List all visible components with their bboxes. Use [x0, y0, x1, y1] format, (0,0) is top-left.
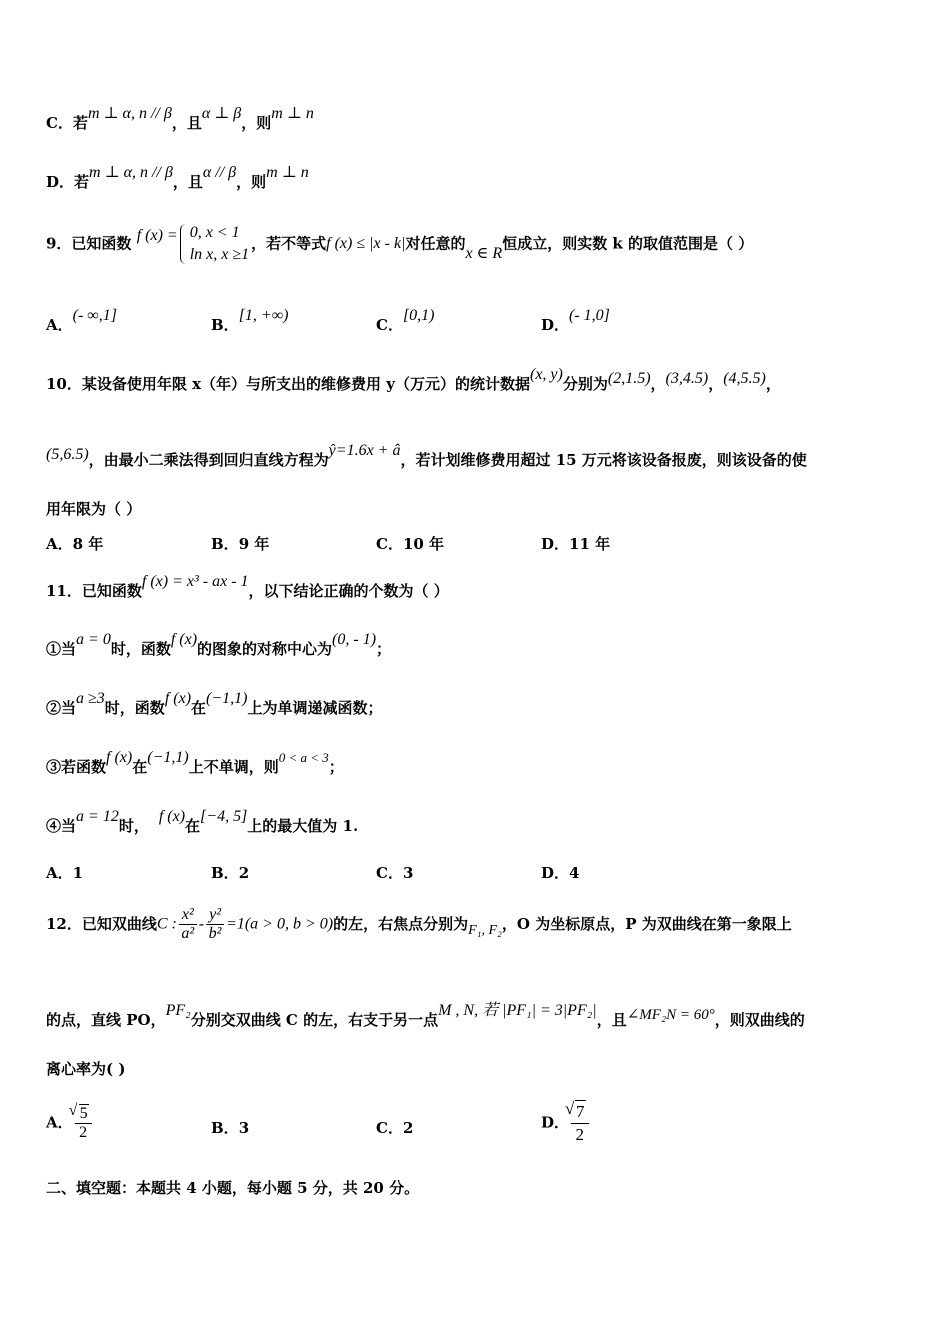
question-text: ，且 [596, 1011, 627, 1029]
q10-stem-line3 [46, 502, 141, 517]
q9-option-d [541, 307, 610, 334]
fraction-sqrt7-over-2 [571, 1100, 589, 1146]
text: 上不单调，则 [188, 758, 279, 776]
text: ③若函数 [46, 758, 107, 776]
q10-stem-line1 [46, 366, 781, 393]
math-expr: f (x) [158, 808, 186, 825]
text: ②当 [46, 699, 77, 717]
text: ④当 [46, 817, 77, 835]
option-label: C． [376, 864, 403, 882]
question-text: ，若不等式 [251, 234, 327, 253]
q10-option-b [211, 537, 269, 552]
text: ，则 [236, 173, 267, 191]
option-label: A． [46, 535, 73, 553]
q12-option-d [541, 1100, 591, 1146]
math-expr: ∠MF₂N = 60° [626, 1007, 715, 1023]
math-expr: (0, - 1) [332, 631, 377, 648]
math-expr: a = 12 [76, 808, 119, 825]
text: 在 [185, 817, 201, 835]
math-expr: m ⊥ n [266, 164, 309, 181]
sqrt-radicand: √ 5 [79, 1104, 89, 1123]
option-text: 8 年 [72, 535, 104, 553]
option-label: A． [46, 1113, 73, 1132]
option-label: D． [541, 535, 570, 553]
math-expr: m ⊥ α, n // β [87, 105, 172, 122]
q11-statement-4 [46, 808, 359, 835]
case-row: ln x, x ≥1 [189, 246, 250, 263]
numerator [571, 1100, 589, 1124]
fraction-sqrt5-over-2 [75, 1104, 92, 1142]
option-label: C． [376, 535, 403, 553]
option-text: 3 [402, 864, 414, 882]
q12-stem-line1 [46, 906, 792, 943]
math-expr: α // β [202, 164, 237, 181]
math-expr: m ⊥ α, n // β [89, 164, 173, 181]
option-label: A． [46, 864, 73, 882]
question-text: 对任意的 [405, 234, 466, 253]
math-expr: (4,5.5) [723, 370, 766, 387]
q10-stem-line2 [46, 442, 807, 469]
math-expr: a = 0 [76, 631, 111, 648]
text: ， [765, 375, 781, 393]
text: ，则 [241, 114, 272, 132]
math-expr: (5,6.5) [46, 446, 89, 463]
option-label: B． [211, 316, 239, 334]
numerator: x² [179, 906, 197, 925]
math-expr: =1(a > 0, b > 0) [226, 915, 334, 933]
q9-option-a [46, 307, 117, 334]
text: 时，函数 [104, 699, 165, 717]
question-text: 的点，直线 PO， [46, 1011, 166, 1029]
option-label: D．若 [46, 173, 90, 191]
question-text: 12．已知双曲线 [46, 915, 157, 933]
math-expr: (- 1,0] [569, 307, 610, 324]
question-text: 10．某设备使用年限 x（年）与所支出的维修费用 y（万元）的统计数据 [46, 375, 530, 393]
q12-stem-line3 [46, 1062, 125, 1077]
option-text: 1 [72, 864, 84, 882]
math-expr: f (x) ≤ |x - k| [326, 235, 406, 252]
math-expr: 0 < a < 3 [278, 750, 329, 765]
denominator: a² [181, 925, 195, 942]
math-expr: f (x) = [136, 227, 178, 244]
math-expr: f (x) = x³ - ax - 1 [141, 573, 249, 590]
q9-option-c [376, 307, 435, 334]
option-text: 9 年 [238, 535, 270, 553]
text: 在 [191, 699, 207, 717]
text: 时， [118, 817, 149, 835]
piecewise-brace [180, 222, 249, 266]
question-text: 的左，右焦点分别为 [333, 915, 469, 933]
question-text: ，O 为坐标原点，P 为双曲线在第一象限上 [501, 915, 792, 933]
math-expr: m ⊥ n [271, 105, 314, 122]
math-expr: F₁, F₂ [468, 922, 502, 938]
math-expr: PF₂ [165, 1002, 191, 1019]
q11-statement-3 [46, 749, 344, 776]
denominator: 2 [79, 1124, 88, 1141]
q8-option-c [46, 105, 314, 132]
numerator [75, 1104, 92, 1124]
q9-stem [46, 222, 753, 266]
option-label: C． [376, 316, 403, 334]
q10-option-c [376, 537, 444, 552]
option-label: B． [211, 1119, 239, 1137]
question-text: 离心率为( ) [46, 1060, 126, 1078]
question-text: ，若计划维修费用超过 15 万元将该设备报废，则该设备的使 [400, 451, 807, 469]
case-row: 0, x < 1 [189, 224, 240, 241]
q12-option-a [46, 1104, 94, 1142]
math-expr: f (x) [164, 690, 192, 707]
section-2-header [46, 1181, 419, 1196]
question-text: ，则双曲线的 [714, 1011, 805, 1029]
option-label: B． [211, 864, 239, 882]
q11-statement-1 [46, 631, 392, 658]
text: ； [376, 640, 392, 658]
text: ，且 [171, 114, 202, 132]
math-expr: (- ∞,1] [72, 307, 117, 324]
question-text: 分别为 [562, 375, 608, 393]
q10-option-a [46, 537, 103, 552]
math-expr: a ≥3 [76, 690, 105, 707]
question-text: 恒成立，则实数 k 的取值范围是（ ） [502, 234, 754, 253]
math-expr: f (x) [106, 749, 133, 766]
sqrt-radicand: √ 7 [575, 1100, 586, 1123]
option-label: C． [376, 1119, 403, 1137]
fraction-x [179, 906, 197, 943]
q10-option-d [541, 537, 610, 552]
question-text: ，由最小二乘法得到回归直线方程为 [88, 451, 329, 469]
option-label: A． [46, 316, 73, 334]
q11-option-d [541, 866, 579, 881]
math-expr: (−1,1) [206, 690, 248, 707]
math-expr: - [198, 915, 205, 933]
fraction-y [206, 906, 224, 943]
q9-option-b [211, 307, 289, 334]
text: 上的最大值为 1. [247, 817, 359, 835]
text: 上为单调递减函数； [247, 699, 383, 717]
q11-option-c [376, 866, 413, 881]
denominator: b² [208, 925, 222, 942]
text: ； [328, 758, 344, 776]
math-expr: (3,4.5) [665, 370, 709, 387]
q11-statement-2 [46, 690, 383, 717]
question-text: 11．已知函数 [46, 582, 142, 600]
q12-option-b [211, 1121, 249, 1136]
option-text: 2 [238, 864, 250, 882]
question-text: ，以下结论正确的个数为（ ） [248, 582, 449, 600]
section-title: 二、填空题：本题共 4 小题，每小题 5 分，共 20 分。 [46, 1179, 420, 1197]
math-expr: (−1,1) [147, 749, 189, 766]
text: ， [650, 375, 666, 393]
q12-stem-line2 [46, 1002, 805, 1029]
option-text: 4 [569, 864, 580, 882]
text: ①当 [46, 640, 77, 658]
option-text: 11 年 [569, 535, 611, 553]
denominator: 2 [575, 1125, 585, 1144]
text: 的图象的对称中心为 [197, 640, 333, 658]
math-expr: [0,1) [402, 307, 435, 324]
q12-option-c [376, 1121, 413, 1136]
option-text: 10 年 [402, 535, 445, 553]
math-expr: [−4, 5] [200, 808, 248, 825]
math-expr: (x, y) [529, 366, 563, 383]
question-text: 9．已知函数 [46, 234, 132, 253]
q11-option-b [211, 866, 249, 881]
math-expr: C : [156, 915, 177, 933]
math-expr: (2,1.5) [607, 370, 651, 387]
math-expr: f (x) [170, 631, 198, 648]
text: ， [708, 375, 724, 393]
q11-stem [46, 573, 449, 600]
text: ，且 [172, 173, 203, 191]
option-label: D． [541, 864, 570, 882]
option-label: B． [211, 535, 239, 553]
q8-option-d [46, 164, 309, 191]
math-expr: M , N, 若 |PF₁| = 3|PF₂| [438, 1002, 597, 1019]
question-text: 用年限为（ ） [46, 500, 142, 518]
option-label: D． [541, 316, 570, 334]
question-text: 分别交双曲线 C 的左，右支于另一点 [190, 1011, 439, 1029]
math-expr: α ⊥ β [201, 105, 242, 122]
option-text: 3 [238, 1119, 250, 1137]
option-text: 2 [402, 1119, 414, 1137]
text: 在 [132, 758, 148, 776]
math-expr: ŷ=1.6x + â [328, 442, 401, 459]
math-expr: [1, +∞) [238, 307, 289, 324]
text: 时，函数 [110, 640, 171, 658]
math-expr: x ∈ R [465, 245, 503, 262]
numerator: y² [206, 906, 224, 925]
option-label: D． [541, 1113, 570, 1132]
q11-option-a [46, 866, 83, 881]
option-label: C．若 [46, 114, 88, 132]
